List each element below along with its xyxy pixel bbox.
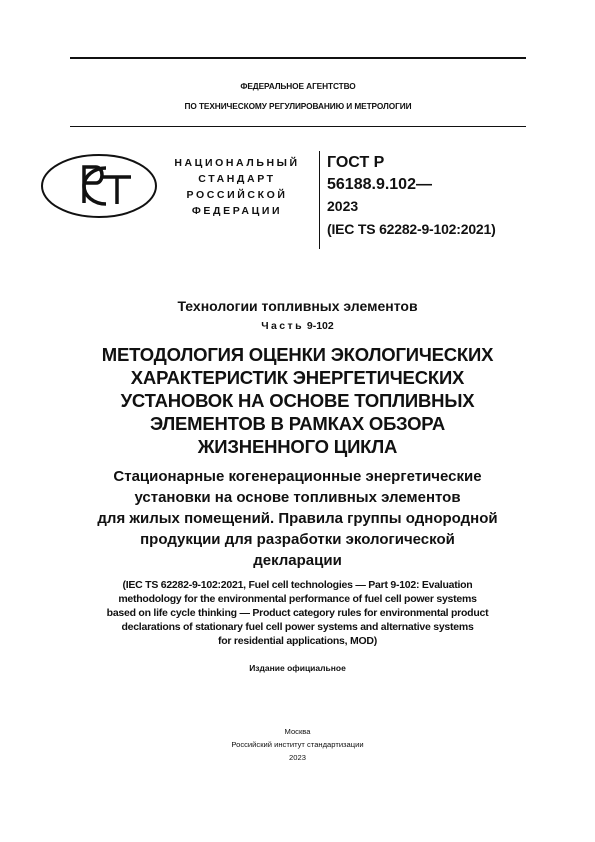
main-title-line3: УСТАНОВОК НА ОСНОВЕ ТОПЛИВНЫХ	[120, 390, 475, 411]
product-subtitle-line4: продукции для разработки экологической	[140, 531, 455, 548]
header-divider	[70, 126, 526, 127]
footer-city: Москва	[284, 727, 311, 736]
iec-reference-line3: based on life cycle thinking — Product category rules for environmental product	[106, 607, 489, 619]
designation-line3: 2023	[327, 198, 359, 214]
designation-divider	[319, 151, 320, 249]
footer-publisher: Российский институт стандартизации	[231, 740, 364, 749]
iec-reference-line2: methodology for the environmental performance of fuel cell power systems	[118, 593, 477, 605]
agency-name-line2: ПО ТЕХНИЧЕСКОМУ РЕГУЛИРОВАНИЮ И МЕТРОЛОГИИ	[184, 101, 412, 111]
designation-line4: (IEC TS 62282-9-102:2021)	[327, 221, 496, 237]
agency-name-line1: ФЕДЕРАЛЬНОЕ АГЕНТСТВО	[240, 81, 356, 91]
product-subtitle-line5: декларации	[253, 552, 342, 569]
main-title-line1: МЕТОДОЛОГИЯ ОЦЕНКИ ЭКОЛОГИЧЕСКИХ	[101, 344, 494, 365]
top-rule	[70, 57, 526, 59]
part-word: Часть	[261, 320, 304, 332]
designation-line2: 56188.9.102—	[327, 176, 432, 193]
title-subtitle: Технологии топливных элементов	[177, 298, 418, 314]
part-number: 9-102	[306, 320, 334, 332]
standard-type-line4: ФЕДЕРАЦИИ	[191, 205, 283, 217]
standard-type-line1: НАЦИОНАЛЬНЫЙ	[174, 157, 300, 169]
designation-line1: ГОСТ Р	[327, 154, 385, 171]
iec-reference-line5: for residential applications, MOD)	[218, 635, 377, 647]
product-subtitle-line1: Стационарные когенерационные энергетические	[113, 468, 482, 485]
rst-emblem-icon	[40, 153, 158, 219]
standard-type-line3: РОССИЙСКОЙ	[186, 189, 288, 201]
product-subtitle-line2: установки на основе топливных элементов	[134, 489, 461, 506]
iec-reference-line4: declarations of stationary fuel cell power systems and alternative systems	[121, 621, 474, 633]
iec-reference-line1: (IEC TS 62282-9-102:2021, Fuel cell technologies — Part 9-102: Evaluation	[122, 579, 473, 591]
footer-year: 2023	[289, 753, 306, 762]
product-subtitle-line3: для жилых помещений. Правила группы однородной	[97, 510, 498, 527]
main-title-line4: ЭЛЕМЕНТОВ В РАМКАХ ОБЗОРА	[150, 413, 445, 434]
official-edition-note: Издание официальное	[249, 663, 346, 673]
main-title-line2: ХАРАКТЕРИСТИК ЭНЕРГЕТИЧЕСКИХ	[130, 367, 465, 388]
main-title-line5: ЖИЗНЕННОГО ЦИКЛА	[197, 436, 398, 457]
part-label	[40, 320, 555, 332]
standard-type-line2: СТАНДАРТ	[198, 173, 276, 185]
